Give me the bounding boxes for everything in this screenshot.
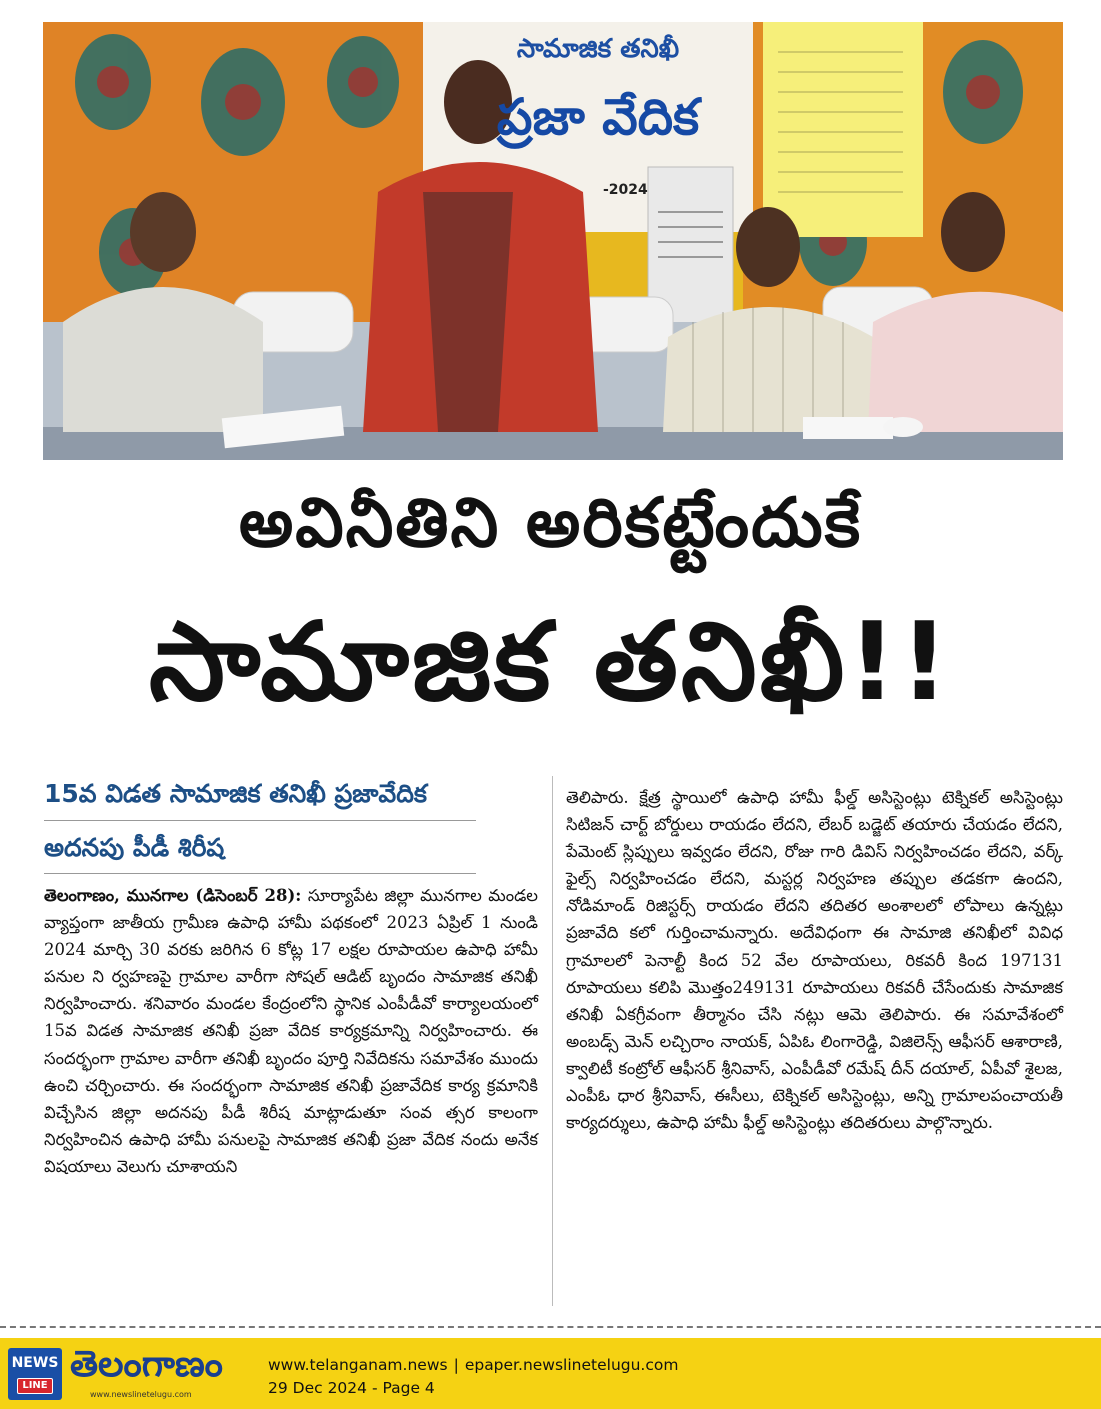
subhead-official: అదనపు పీడీ శిరీష bbox=[44, 833, 225, 862]
article-column-left bbox=[44, 882, 538, 1180]
article-dateline: తెలంగాణం, మునగాల (డిసెంబర్ 28): bbox=[44, 886, 302, 905]
news-photo bbox=[43, 22, 1063, 460]
brand-name: తెలంగాణం bbox=[70, 1344, 223, 1385]
newsline-logo bbox=[8, 1348, 62, 1400]
article-body-left: సూర్యాపేట జిల్లా మునగాల మండల వ్యాప్తంగా జాతీయ గ్రామీణ ఉపాధి హామీ పథకంలో 2023 ఏప్రిల్ 1 నుండి 2024 మార్చి 30 వరకు జరిగిన 6 కోట్ల 17 లక్షల రూపాయల ఉపాధి హామీ పనుల ని ర్వహణపై గ్రామాల వారీగా సోషల్ ఆడిట్ బృందం సామాజిక తనిఖీ నిర్వహించారు. శనివారం మండల కేంద్రంలోని స్థానిక ఎంపీడీవో కార్యాలయంలో 15వ విడత సామాజిక తనిఖీ ప్రజా వేదిక కార్యక్రమాన్ని నిర్వహించారు. ఈ సందర్భంగా గ్రామాల వారీగా తనిఖీ బృందం పూర్తి నివేదికను సమావేశం ముందు ఉంచి చర్చించారు. ఈ సందర్భంగా సామాజిక తనిఖీ ప్రజావేదిక కార్య క్రమానికి విచ్చేసిన జిల్లా అదనపు పీడీ శిరీష మాట్లాడుతూ సంవ త్సర కాలంగా నిర్వహించిన ఉపాధి హామీ పనులపై సామాజిక తనిఖీ ప్రజా వేదిక నందు అనేక విషయాలు వెలుగు చూశాయని bbox=[44, 886, 538, 1176]
brand-url: www.newslinetelugu.com bbox=[90, 1390, 192, 1399]
footer-bar bbox=[0, 1338, 1101, 1409]
footer-dashed-rule bbox=[0, 1326, 1101, 1328]
subhead-divider bbox=[44, 873, 476, 874]
headline-line-1: అవినీతిని అరికట్టేందుకే bbox=[238, 484, 863, 563]
logo-line-text: LINE bbox=[17, 1378, 52, 1394]
subhead-divider bbox=[44, 820, 476, 821]
footer-links bbox=[268, 1356, 678, 1374]
footer-date-page: 29 Dec 2024 - Page 4 bbox=[268, 1379, 435, 1397]
banner-year: -2024 bbox=[603, 182, 648, 198]
footer-link-epaper[interactable]: epaper.newslinetelugu.com bbox=[464, 1356, 679, 1374]
footer-link-telanganam[interactable]: www.telanganam.news bbox=[268, 1356, 448, 1374]
article-column-right bbox=[566, 784, 1063, 1136]
article-body-right: తెలిపారు. క్షేత్ర స్థాయిలో ఉపాధి హామీ ఫీల్డ్ అసిస్టెంట్లు టెక్నికల్ అసిస్టెంట్లు సిటిజన్ చార్ట్ బోర్డులు రాయడం లేదని, లేబర్ బడ్జెట్ తయారు చేయడం లేదని, పేమెంట్ స్లిప్పులు ఇవ్వడం లేదని, రోజు గారి డివిస్ నిర్వహించడం లేదని, వర్క్ ఫైల్స్ నిర్వహించడం లేదని, మస్టర్ల నిర్వహణ తప్పుల తడకగా ఉందని, నోడిమాండ్ రిజిస్టర్స్ రాయడం లేదని తదితర అంశాలలో లోపాలు ఉన్నట్లు ప్రజావేది కలో గుర్తించామన్నారు. అదేవిధంగా ఈ సామాజి తనిఖీలో వివిధ గ్రామాలలో పెనాల్టీ కింద 52 వేల రూపాయలు, రికవరీ కింద 197131 రూపాయలు కలిపి మొత్తం249131 రూపాయలు రికవరీ చేసేందుకు సామాజిక తనిఖీ ఏకగ్రీవంగా తీర్మానం చేసి నట్లు ఆమె తెలిపారు. ఈ సమావేశంలో అంబడ్స్ మెన్ లచ్చిరాం నాయక్, ఏపిఓ లింగారెడ్డి, విజిలెన్స్ ఆఫీసర్ ఆశారాణి, క్వాలిటీ కంట్రోల్ ఆఫీసర్ శ్రీనివాస్, ఎంపీడీవో రమేష్ దీన్ దయాల్, ఏపీవో శైలజ, ఎంపీఓ ధార శ్రీనివాస్, ఈసీలు, టెక్నికల్ అసిస్టెంట్లు, అన్ని గ్రామాలపంచాయతీ కార్యదర్శులు, ఉపాధి హామీ ఫీల్డ్ అసిస్టెంట్లు తదితరులు పాల్గొన్నారు. bbox=[566, 788, 1063, 1133]
column-divider bbox=[552, 776, 553, 1306]
banner-title-large: ప్రజా వేదిక bbox=[496, 88, 700, 146]
footer-separator: | bbox=[453, 1356, 459, 1374]
subhead-event: 15వ విడత సామాజిక తనిఖీ ప్రజావేదిక bbox=[44, 779, 427, 808]
headline-line-2: సామాజిక తనిఖీ!! bbox=[149, 600, 952, 725]
banner-title-small: సామాజిక తనిఖీ bbox=[516, 34, 680, 64]
logo-news-text: NEWS bbox=[11, 1355, 59, 1371]
